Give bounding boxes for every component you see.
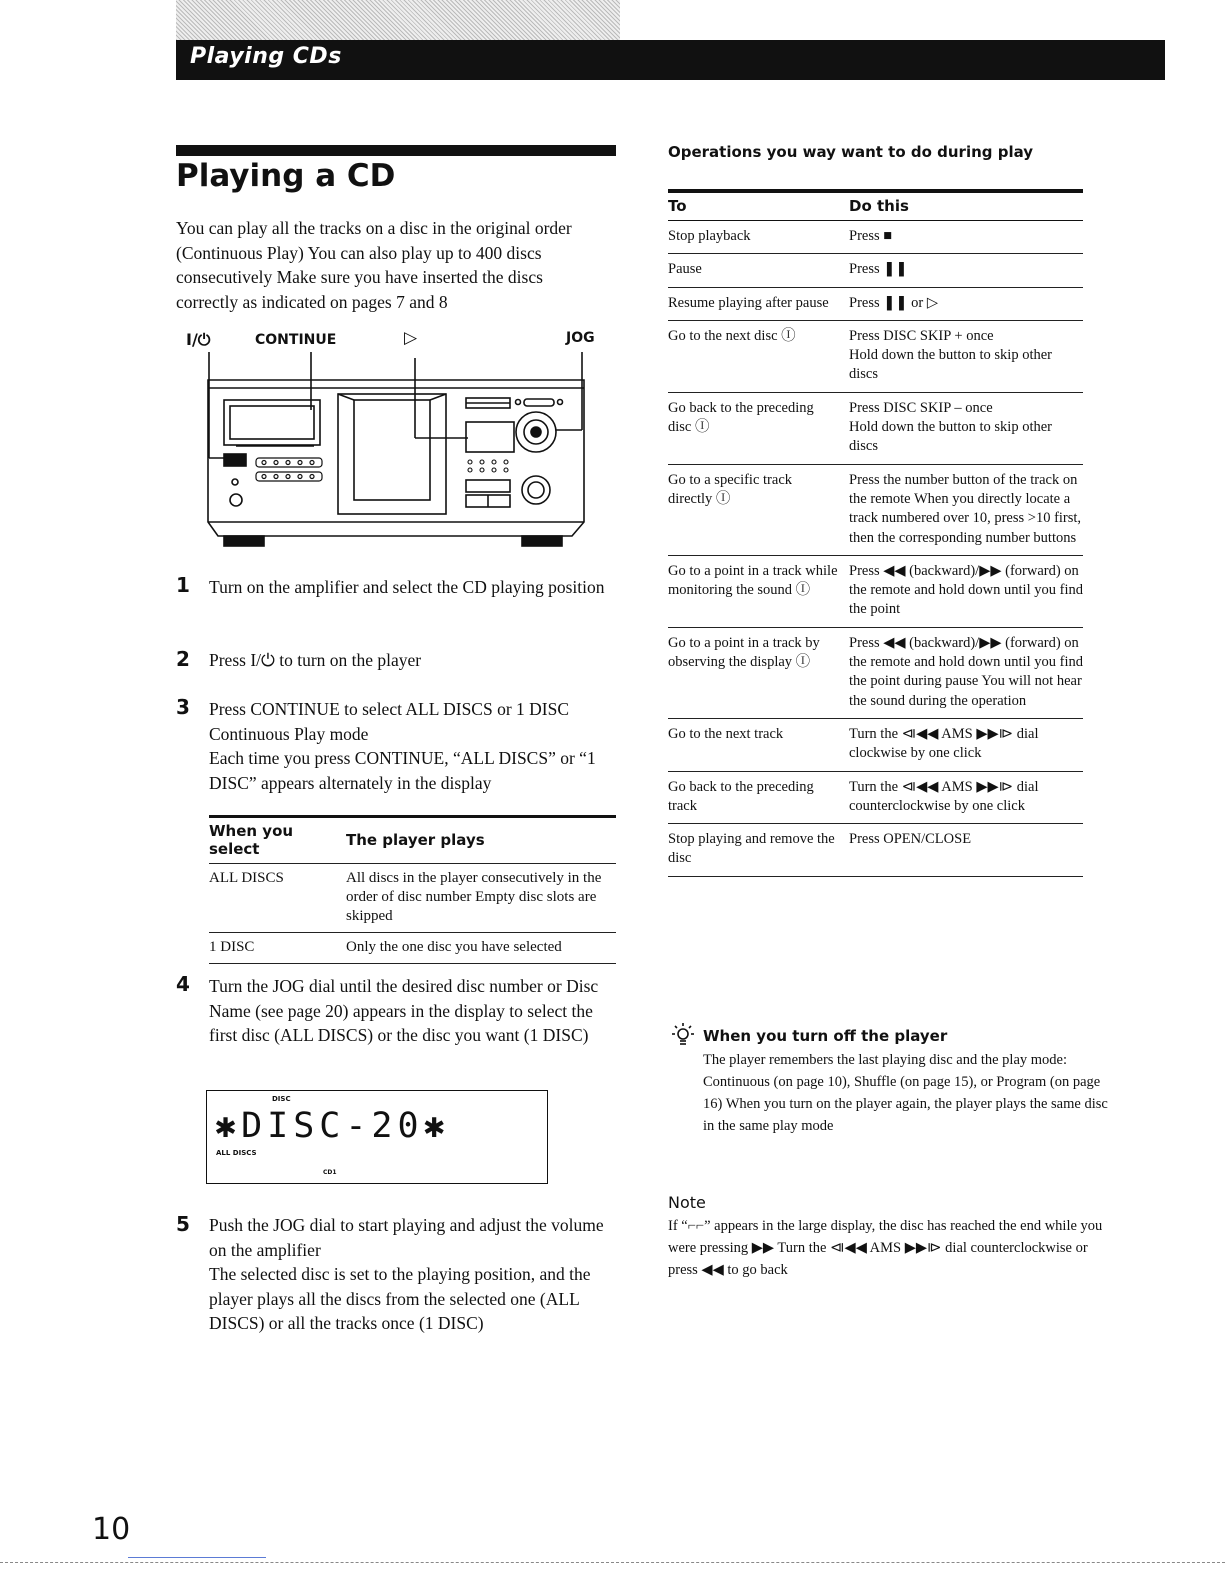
step-number: 2 bbox=[176, 647, 190, 671]
table-row bbox=[668, 320, 1083, 392]
table-cell: Go to a specific track directly Ⓘ bbox=[668, 464, 849, 555]
table-cell: Press DISC SKIP – once Hold down the button to skip other discs bbox=[849, 392, 1083, 464]
table-row bbox=[668, 718, 1083, 771]
table-cell: Only the one disc you have selected bbox=[346, 939, 562, 955]
step-number: 5 bbox=[176, 1212, 190, 1236]
step-text: Push the JOG dial to start playing and adjust the volume on the amplifier bbox=[209, 1215, 604, 1260]
cd-player-illustration bbox=[196, 350, 596, 552]
table-cell: All discs in the player consecutively in the order of disc number Empty disc slots are skipped bbox=[346, 870, 602, 924]
step-text: The selected disc is set to the playing position, and the player plays all the discs from the selected one (ALL DISCS) or all the tracks once (1 DISC) bbox=[209, 1264, 591, 1333]
step-text-block bbox=[209, 697, 619, 795]
table-row bbox=[668, 254, 1083, 287]
lightbulb-hint-icon bbox=[672, 1022, 694, 1048]
table-cell: Go to the next disc Ⓘ bbox=[668, 320, 849, 392]
table-row bbox=[668, 464, 1083, 555]
table-cell: Go to the next track bbox=[668, 718, 849, 771]
table-header: Do this bbox=[849, 197, 909, 215]
table-header: To bbox=[668, 197, 687, 215]
intro-paragraph: You can play all the tracks on a disc in the original order (Continuous Play) You can also play up to 400 discs consecutively Make sure you have inserted the discs correctly as indicated on pages 7 and 8 bbox=[176, 218, 572, 312]
step-text-block bbox=[209, 1213, 619, 1336]
table-header: The player plays bbox=[346, 831, 485, 849]
step-text: Each time you press CONTINUE, “ALL DISCS” or “1 DISC” appears alternately in the display bbox=[209, 748, 596, 793]
ops-table-top-rule bbox=[668, 189, 1083, 193]
table-row bbox=[668, 221, 1083, 254]
table-cell: Stop playing and remove the disc bbox=[668, 824, 849, 877]
step-text: Press CONTINUE to select ALL DISCS or 1 DISC Continuous Play mode bbox=[209, 699, 570, 744]
step-number: 3 bbox=[176, 695, 190, 719]
play-label: ▷ bbox=[404, 328, 418, 348]
table-cell: ALL DISCS bbox=[209, 870, 284, 886]
power-label: I/⏻ bbox=[186, 330, 211, 349]
table-cell: Press ❚❚ or ▷ bbox=[849, 287, 1083, 320]
table-cell: 1 DISC bbox=[209, 939, 255, 955]
display-mode-label: ALL DISCS bbox=[216, 1149, 257, 1157]
display-cd-label: CD1 bbox=[323, 1169, 337, 1176]
step-text: Turn the JOG dial until the desired disc number or Disc Name (see page 20) appears in the display to select the first disc (ALL DISCS) or the disc you want (1 DISC) bbox=[209, 976, 599, 1045]
table-cell: Press ◀◀ (backward)/▶▶ (forward) on the remote and hold down until you find the point bbox=[849, 555, 1083, 627]
step-number: 4 bbox=[176, 972, 190, 996]
table-cell: Pause bbox=[668, 254, 849, 287]
tip-title: When you turn off the player bbox=[703, 1027, 948, 1045]
select-table bbox=[209, 818, 616, 964]
table-cell: Press ■ bbox=[849, 221, 1083, 254]
display-main-text: ✱DISC-20✱ bbox=[215, 1106, 450, 1146]
table-row bbox=[668, 627, 1083, 718]
table-cell: Stop playback bbox=[668, 221, 849, 254]
operations-table bbox=[668, 194, 1083, 877]
display-disc-label: DISC bbox=[272, 1095, 291, 1103]
note-text: If “⌐⌐” appears in the large display, the disc has reached the end while you were pressing ▶▶ Turn the ⧏◀◀ AMS ▶▶⧐ dial counterclockwise or press ◀◀ to go back bbox=[668, 1218, 1103, 1278]
table-row bbox=[668, 392, 1083, 464]
table-cell: Press the number button of the track on the remote When you directly locate a track numbered over 10, press >10 first, then the corresponding number buttons bbox=[849, 464, 1083, 555]
table-row bbox=[668, 771, 1083, 824]
table-cell: Resume playing after pause bbox=[668, 287, 849, 320]
title-rule bbox=[176, 145, 616, 156]
table-cell: Press ◀◀ (backward)/▶▶ (forward) on the remote and hold down until you find the point during pause You will not hear the sound during the operation bbox=[849, 627, 1083, 718]
table-header: When you select bbox=[209, 822, 294, 858]
table-row bbox=[209, 933, 616, 964]
jog-label: JOG bbox=[566, 330, 595, 346]
table-cell: Go to a point in a track by observing the display Ⓘ bbox=[668, 627, 849, 718]
table-row bbox=[668, 824, 1083, 877]
table-cell: Press ❚❚ bbox=[849, 254, 1083, 287]
table-cell: Go back to the preceding track bbox=[668, 771, 849, 824]
table-cell: Turn the ⧏◀◀ AMS ▶▶⧐ dial counterclockwise by one click bbox=[849, 771, 1083, 824]
header-tab-pattern bbox=[176, 0, 620, 40]
continue-label: CONTINUE bbox=[255, 332, 337, 348]
table-cell: Turn the ⧏◀◀ AMS ▶▶⧐ dial clockwise by one click bbox=[849, 718, 1083, 771]
section-header-title: Playing CDs bbox=[190, 44, 342, 69]
table-row bbox=[209, 864, 616, 933]
step-number: 1 bbox=[176, 573, 190, 597]
operations-heading: Operations you way want to do during play bbox=[668, 143, 1034, 161]
table-cell: Go to a point in a track while monitoring the sound Ⓘ bbox=[668, 555, 849, 627]
table-row bbox=[668, 287, 1083, 320]
page-title: Playing a CD bbox=[176, 158, 396, 194]
note-title: Note bbox=[668, 1193, 706, 1212]
disc-display-figure bbox=[206, 1090, 548, 1184]
table-cell: Press OPEN/CLOSE bbox=[849, 824, 1083, 877]
footer-link-line bbox=[128, 1557, 266, 1558]
page-bottom-edge bbox=[0, 1562, 1225, 1563]
table-row bbox=[668, 555, 1083, 627]
table-cell: Press DISC SKIP + once Hold down the button to skip other discs bbox=[849, 320, 1083, 392]
step-text: Press I/⏻ to turn on the player bbox=[209, 650, 422, 670]
page-number: 10 bbox=[92, 1512, 131, 1547]
table-cell: Go back to the preceding disc Ⓘ bbox=[668, 392, 849, 464]
step-text: Turn on the amplifier and select the CD playing position bbox=[209, 577, 605, 597]
tip-text: The player remembers the last playing disc and the play mode: Continuous (on page 10), Shuffle (on page 15), or Program (on page 16) When you turn on the player again, the player plays the same disc in the same play mode bbox=[703, 1052, 1108, 1134]
